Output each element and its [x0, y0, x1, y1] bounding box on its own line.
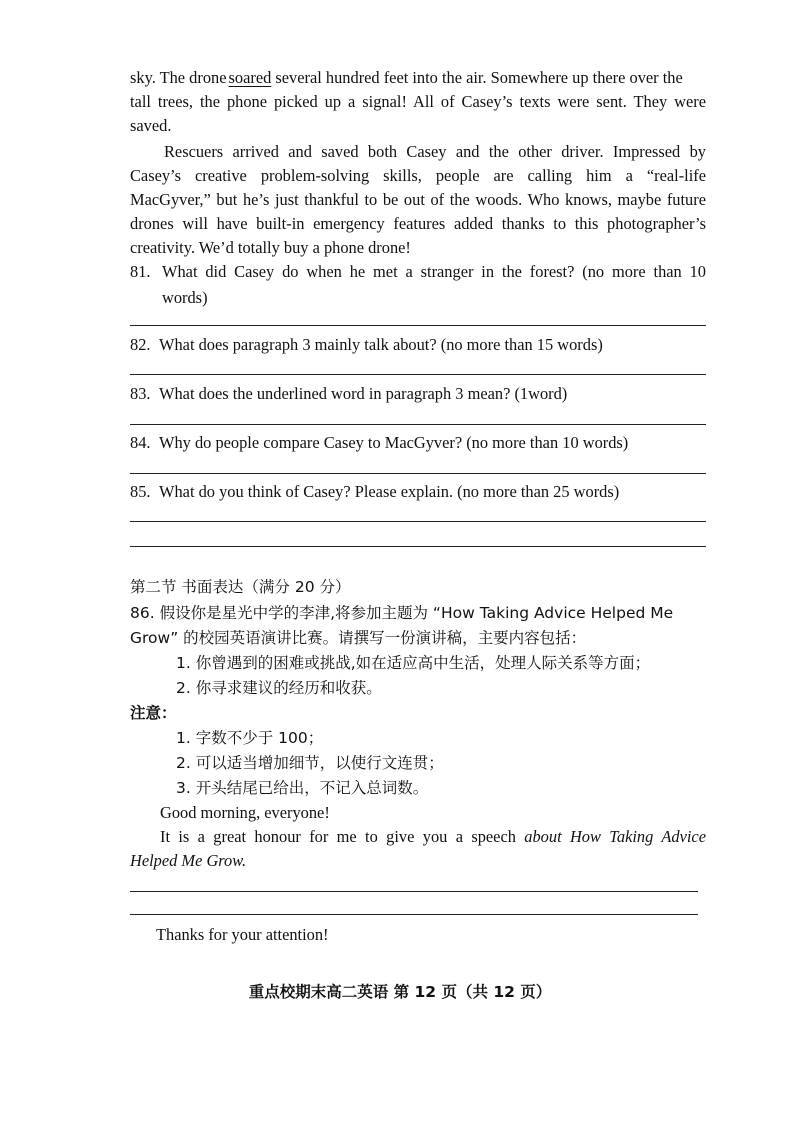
question-text: What do you think of Casey? Please explain. (no more than 25 words): [159, 482, 620, 501]
answer-line[interactable]: [130, 546, 706, 547]
question-text: Why do people compare Casey to MacGyver? (no more than 10 words): [159, 433, 629, 452]
content-point: 1. 你曾遇到的困难或挑战,如在适应高中生活，处理人际关系等方面；: [176, 654, 651, 672]
passage-line: Casey’s creative problem-solving skills, people are calling him a “real-life: [130, 166, 706, 185]
note-item: 3. 开头结尾已给出，不记入总词数。: [176, 779, 429, 797]
passage-text: sky. The drone: [130, 68, 227, 87]
underlined-word: soared: [228, 68, 272, 87]
answer-line[interactable]: [130, 424, 706, 425]
speech-topic: about How Taking Advice: [524, 827, 706, 846]
passage-text: several hundred feet into the air. Somewhere up there over the: [275, 68, 683, 87]
answer-line[interactable]: [130, 325, 706, 326]
page-footer: 重点校期末高二英语 第 12 页（共 12 页）: [248, 983, 552, 1001]
note-item: 2. 可以适当增加细节，以使行文连贯；: [176, 754, 444, 772]
passage-line: saved.: [130, 116, 172, 135]
task-text: 86. 假设你是星光中学的李津,将参加主题为 “How Taking Advice Helped Me: [130, 604, 674, 622]
passage-line: [130, 66, 706, 90]
question-number: 81.: [130, 262, 151, 281]
passage-line: creativity. We’d totally buy a phone drone!: [130, 238, 411, 257]
speech-intro: [160, 825, 706, 849]
content-point: 2. 你寻求建议的经历和收获。: [176, 679, 382, 697]
writing-line[interactable]: [130, 914, 698, 915]
answer-line[interactable]: [130, 473, 706, 474]
passage-line: drones will have built-in emergency features added thanks to this photographer’s: [130, 214, 706, 233]
question-text: words): [162, 288, 208, 307]
question-number: 82.: [130, 335, 151, 354]
speech-greeting: Good morning, everyone!: [160, 803, 330, 822]
question-text: What does the underlined word in paragraph 3 mean? (1word): [159, 384, 568, 403]
question-text: What does paragraph 3 mainly talk about? (no more than 15 words): [159, 335, 603, 354]
speech-intro-text: It is a great honour for me to give you a speech: [160, 827, 516, 846]
question-number: 84.: [130, 433, 151, 452]
passage-line: tall trees, the phone picked up a signal! All of Casey’s texts were sent. They were: [130, 92, 706, 111]
task-text: Grow” 的校园英语演讲比赛。请撰写一份演讲稿，主要内容包括：: [130, 629, 587, 647]
speech-closing: Thanks for your attention!: [156, 925, 329, 944]
passage-line: Rescuers arrived and saved both Casey and the other driver. Impressed by: [164, 142, 706, 161]
note-item: 1. 字数不少于 100；: [176, 729, 324, 747]
answer-line[interactable]: [130, 374, 706, 375]
question-text: What did Casey do when he met a stranger in the forest? (no more than 10: [162, 262, 706, 281]
section-title: 第二节 书面表达（满分 20 分）: [130, 578, 351, 596]
writing-line[interactable]: [130, 891, 698, 892]
notes-label: 注意：: [130, 704, 177, 722]
passage-line: MacGyver,” but he’s just thankful to be out of the woods. Who knows, maybe future: [130, 190, 706, 209]
question-number: 83.: [130, 384, 151, 403]
question-number: 85.: [130, 482, 151, 501]
answer-line[interactable]: [130, 521, 706, 522]
speech-topic: Helped Me Grow.: [130, 851, 247, 870]
